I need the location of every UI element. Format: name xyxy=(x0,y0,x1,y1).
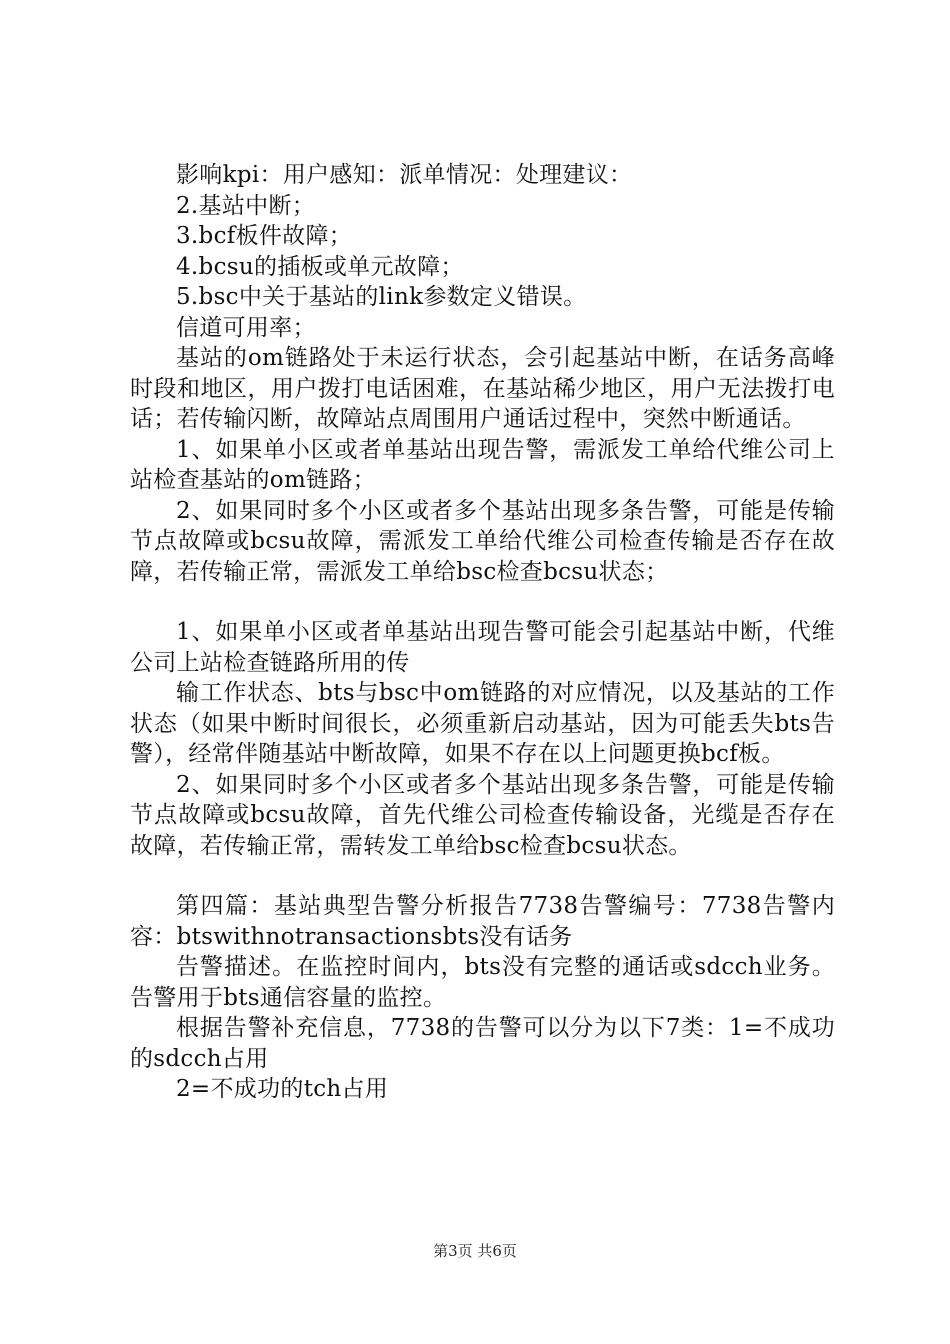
paragraph: 基站的om链路处于未运行状态，会引起基站中断，在话务高峰时段和地区，用户拨打电话困难，在基站稀少地区，用户无法拨打电话；若传输闪断，故障站点周围用户通话过程中，突然中断通话。 xyxy=(130,345,835,432)
paragraph: 3.bcf板件故障； xyxy=(176,223,353,249)
paragraph: 根据告警补充信息，7738的告警可以分为以下7类：1=不成功的sdcch占用 xyxy=(130,1015,835,1072)
paragraph: 告警描述。在监控时间内，bts没有完整的通话或sdcch业务。告警用于bts通信容量的监控。 xyxy=(130,954,835,1011)
page-number-footer: 第3页 共6页 xyxy=(433,1242,517,1260)
document-body xyxy=(130,160,835,1105)
paragraph: 2=不成功的tch占用 xyxy=(176,1076,389,1102)
paragraph: 输工作状态、bts与bsc中om链路的对应情况，以及基站的工作状态（如果中断时间很长，必须重新启动基站，因为可能丢失bts告警），经常伴随基站中断故障，如果不存在以上问题更换bcf板。 xyxy=(130,680,835,767)
paragraph: 2、如果同时多个小区或者多个基站出现多条告警，可能是传输节点故障或bcsu故障，首先代维公司检查传输设备，光缆是否存在故障，若传输正常，需转发工单给bsc检查bcsu状态。 xyxy=(130,771,835,859)
paragraph: 1、如果单小区或者单基站出现告警，需派发工单给代维公司上站检查基站的om链路； xyxy=(130,436,835,493)
paragraph: 5.bsc中关于基站的link参数定义错误。 xyxy=(176,284,587,310)
paragraph: 2、如果同时多个小区或者多个基站出现多条告警，可能是传输节点故障或bcsu故障，需派发工单给代维公司检查传输是否存在故障，若传输正常，需派发工单给bsc检查bcsu状态； xyxy=(130,497,835,585)
section-heading-paragraph: 第四篇：基站典型告警分析报告7738告警编号：7738告警内容：btswithnotransactionsbts没有话务 xyxy=(130,893,835,950)
paragraph: 4.bcsu的插板或单元故障； xyxy=(176,253,464,280)
paragraph: 1、如果单小区或者单基站出现告警可能会引起基站中断，代维公司上站检查链路所用的传 xyxy=(130,619,835,676)
paragraph: 信道可用率； xyxy=(176,314,316,341)
paragraph: 2.基站中断； xyxy=(176,192,316,219)
paragraph: 影响kpi：用户感知：派单情况：处理建议： xyxy=(176,162,633,188)
